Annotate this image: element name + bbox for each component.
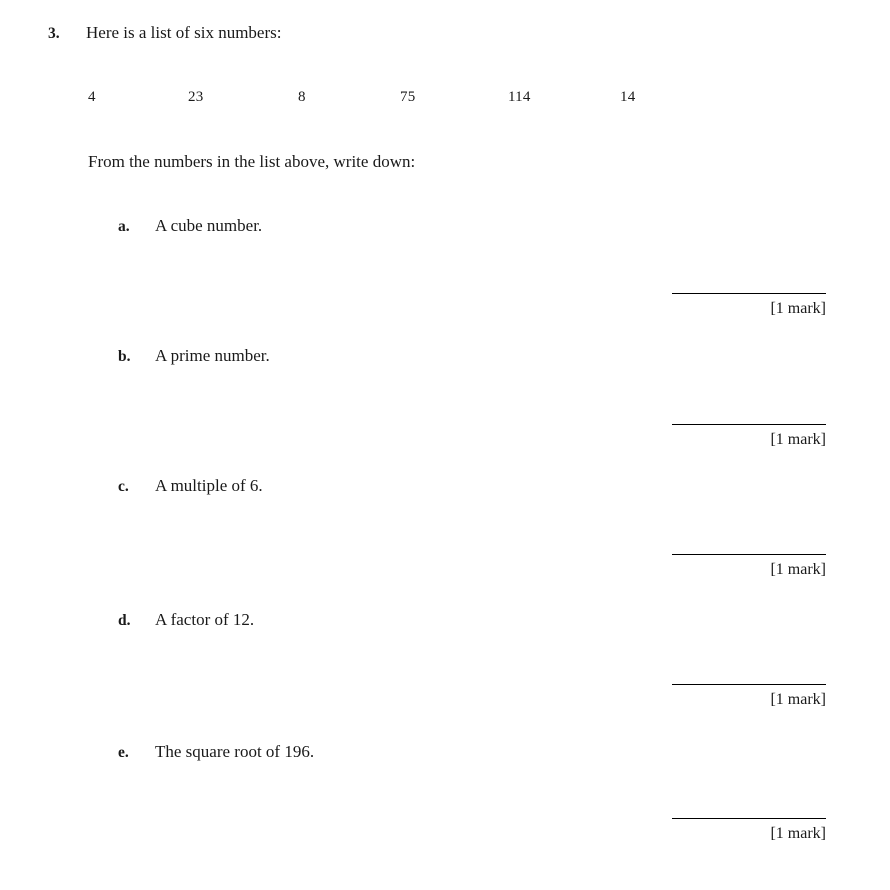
part-text: A cube number. <box>155 216 263 235</box>
part-label: c. <box>118 478 129 495</box>
question-part-a <box>118 216 838 236</box>
part-text: The square root of 196. <box>155 742 315 761</box>
part-text: A prime number. <box>155 346 270 365</box>
part-text: A multiple of 6. <box>155 476 263 495</box>
mark-allocation: [1 mark] <box>770 300 826 317</box>
part-label: b. <box>118 348 131 365</box>
question-part-d <box>118 610 838 630</box>
list-number: 114 <box>508 89 531 105</box>
answer-block <box>672 554 826 579</box>
question-number: 3. <box>48 25 60 42</box>
list-number: 4 <box>88 89 96 105</box>
answer-block <box>672 684 826 709</box>
answer-line[interactable] <box>672 818 826 819</box>
question-part-c <box>118 476 838 496</box>
list-number: 8 <box>298 89 306 105</box>
part-label: e. <box>118 744 129 761</box>
mark-allocation: [1 mark] <box>770 431 826 448</box>
mark-allocation: [1 mark] <box>770 825 826 842</box>
list-number: 23 <box>188 89 204 105</box>
number-list <box>86 89 766 113</box>
answer-block <box>672 424 826 449</box>
question-stem <box>48 22 848 45</box>
question-stem-text: Here is a list of six numbers: <box>86 23 282 42</box>
part-text: A factor of 12. <box>155 610 255 629</box>
question-instruction: From the numbers in the list above, write down: <box>88 152 416 171</box>
mark-allocation: [1 mark] <box>770 691 826 708</box>
list-number: 14 <box>620 89 636 105</box>
question-part-b <box>118 346 838 366</box>
question-part-e <box>118 742 838 762</box>
list-number: 75 <box>400 89 416 105</box>
mark-allocation: [1 mark] <box>770 561 826 578</box>
part-label: d. <box>118 612 131 629</box>
answer-line[interactable] <box>672 424 826 425</box>
answer-line[interactable] <box>672 684 826 685</box>
answer-block <box>672 293 826 318</box>
part-label: a. <box>118 218 130 235</box>
answer-line[interactable] <box>672 554 826 555</box>
answer-line[interactable] <box>672 293 826 294</box>
answer-block <box>672 818 826 843</box>
